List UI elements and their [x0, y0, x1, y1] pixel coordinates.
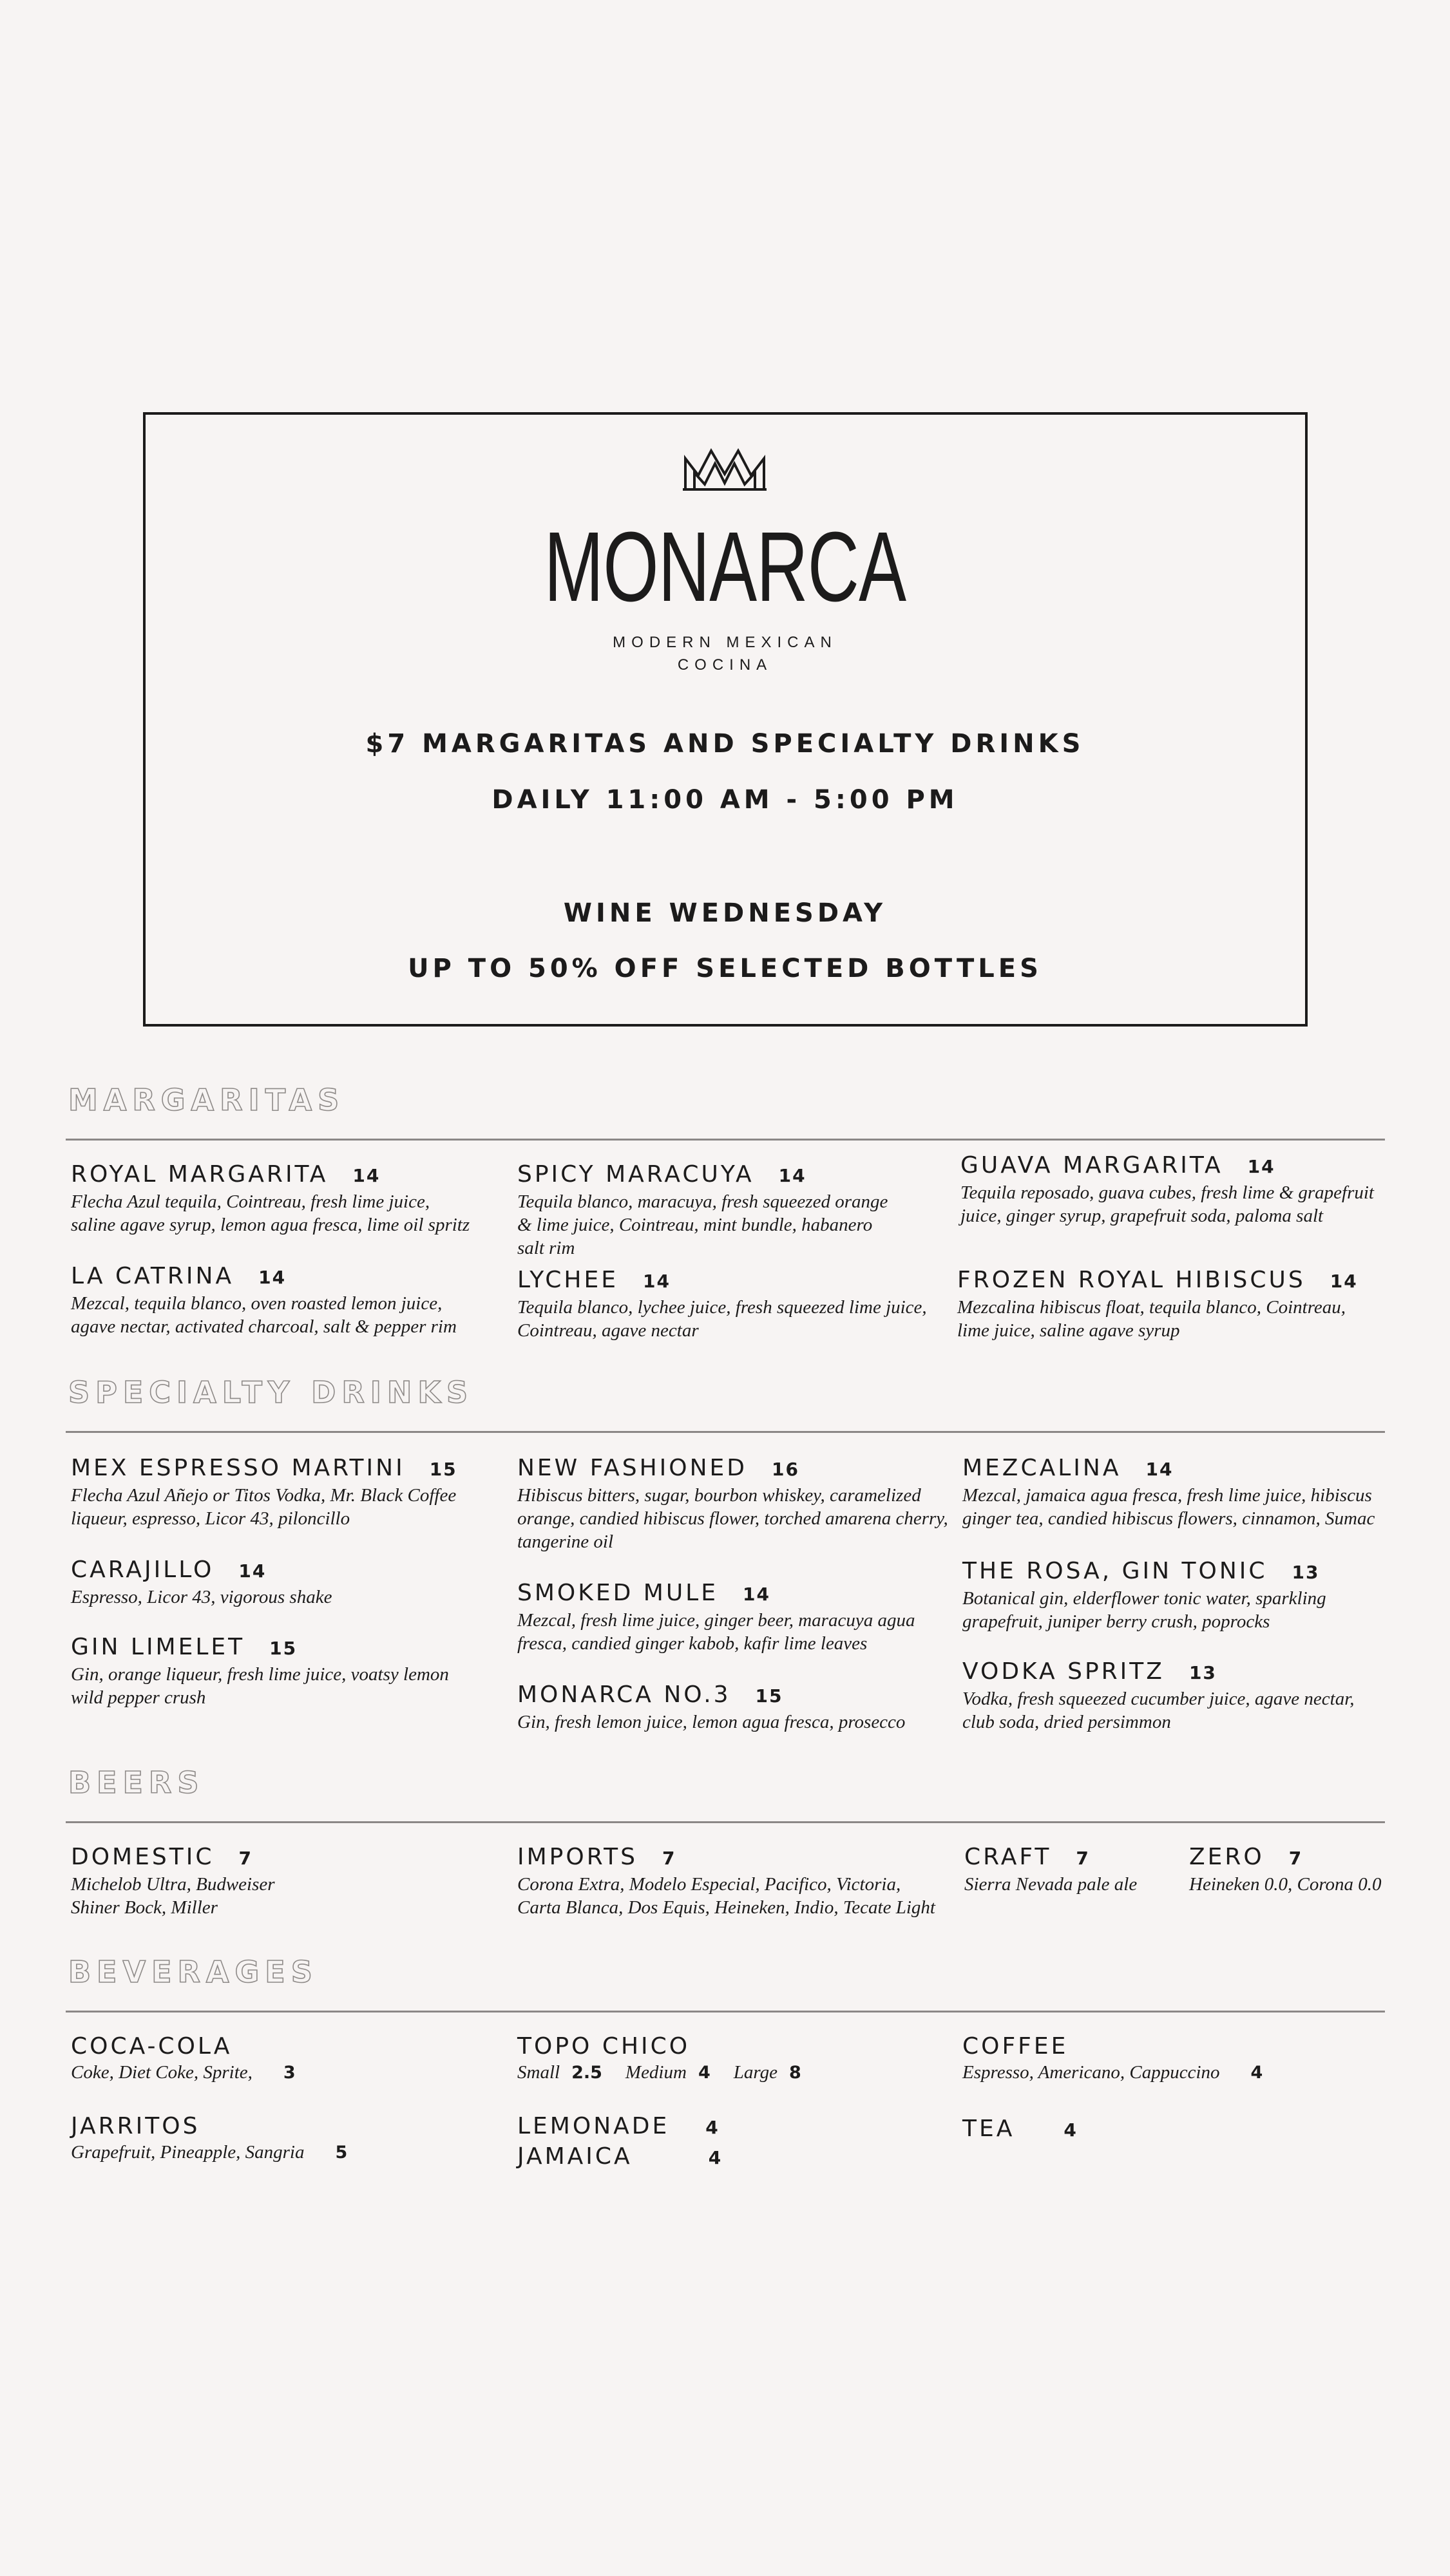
menu-item: [962, 2115, 1400, 2145]
item-description: Tequila blanco, maracuya, fresh squeezed orange: [517, 1191, 888, 1212]
menu-item: [71, 2032, 509, 2085]
item-price: 4: [1250, 2063, 1263, 2083]
menu-item: [1189, 1843, 1382, 1896]
size-price: 4: [698, 2063, 711, 2083]
item-price: 7: [662, 1848, 676, 1869]
item-price: 7: [1076, 1848, 1090, 1869]
item-description: Heineken 0.0, Corona 0.0: [1189, 1874, 1382, 1895]
item-price: 14: [1330, 1271, 1358, 1292]
size-label: Large: [733, 2062, 777, 2083]
item-name: JARRITOS: [71, 2113, 200, 2139]
item-description: Flecha Azul Añejo or Titos Vodka, Mr. Black Coffee: [71, 1485, 457, 1506]
item-price: 14: [778, 1165, 806, 1186]
item-price: 16: [772, 1459, 799, 1480]
item-price: 14: [1247, 1156, 1275, 1177]
item-description: Cointreau, agave nectar: [517, 1320, 699, 1341]
item-name: JAMAICA: [517, 2143, 633, 2170]
item-description: Espresso, Licor 43, vigorous shake: [71, 1587, 332, 1607]
item-description: & lime juice, Cointreau, mint bundle, habanero: [517, 1215, 873, 1235]
item-price: 14: [238, 1560, 267, 1582]
menu-item: [71, 1454, 509, 1530]
item-description: Mezcal, tequila blanco, oven roasted lemon juice,: [71, 1293, 443, 1314]
menu-item: [71, 1843, 509, 1919]
item-price: 7: [1288, 1848, 1303, 1869]
menu-item: [71, 1160, 509, 1236]
item-description: Carta Blanca, Dos Equis, Heineken, Indio, Tecate Light: [517, 1897, 935, 1918]
item-name: GIN LIMELET: [71, 1634, 245, 1660]
item-price: 14: [258, 1267, 287, 1288]
menu-item: [517, 1579, 955, 1655]
size-price: 8: [788, 2063, 801, 2083]
item-description: Grapefruit, Pineapple, Sangria: [71, 2142, 305, 2163]
item-description: Sierra Nevada pale ale: [964, 1874, 1138, 1895]
item-price: 4: [1064, 2119, 1078, 2141]
section-title-beverages: BEVERAGES: [68, 1955, 318, 1989]
item-name: MONARCA NO.3: [517, 1681, 731, 1708]
item-name: CRAFT: [964, 1844, 1052, 1870]
item-description: Hibiscus bitters, sugar, bourbon whiskey, caramelized: [517, 1485, 921, 1506]
item-description: Tequila reposado, guava cubes, fresh lime & grapefruit: [960, 1182, 1374, 1203]
item-name: LA CATRINA: [71, 1263, 234, 1289]
item-description: Botanical gin, elderflower tonic water, sparkling: [962, 1588, 1326, 1609]
menu-item: [517, 1160, 955, 1260]
item-name: MEZCALINA: [962, 1455, 1121, 1481]
item-description: Gin, orange liqueur, fresh lime juice, voatsy lemon: [71, 1664, 449, 1685]
item-name: GUAVA MARGARITA: [960, 1152, 1223, 1179]
item-name: VODKA SPRITZ: [962, 1658, 1165, 1685]
item-description: Flecha Azul tequila, Cointreau, fresh lime juice,: [71, 1191, 430, 1212]
promo-box: [143, 412, 1308, 1027]
item-name: ROYAL MARGARITA: [71, 1161, 329, 1188]
menu-item: [71, 1556, 509, 1609]
item-price: 5: [335, 2143, 348, 2163]
crown-icon: [683, 444, 767, 491]
menu-item: [517, 2032, 955, 2085]
item-name: COFFEE: [962, 2033, 1069, 2060]
item-description: lime juice, saline agave syrup: [957, 1320, 1180, 1341]
tagline-line1: MODERN MEXICAN: [613, 634, 837, 651]
item-price: 4: [705, 2117, 720, 2138]
item-description: ginger tea, candied hibiscus flowers, cinnamon, Sumac: [962, 1508, 1375, 1529]
menu-item: [517, 1681, 955, 1734]
menu-item: [517, 1266, 955, 1342]
item-description: fresca, candied ginger kabob, kafir lime leaves: [517, 1633, 868, 1654]
item-name: SPICY MARACUYA: [517, 1161, 754, 1188]
size-price: 2.5: [571, 2063, 602, 2083]
item-description: Michelob Ultra, Budweiser: [71, 1874, 275, 1895]
menu-item: [964, 1843, 1177, 1896]
item-price: 7: [238, 1848, 253, 1869]
item-name: CARAJILLO: [71, 1557, 215, 1583]
menu-item: [517, 1843, 955, 1919]
item-name: DOMESTIC: [71, 1844, 215, 1870]
item-price: 15: [755, 1685, 783, 1707]
promo-margaritas: $7 MARGARITAS AND SPECIALTY DRINKS: [365, 729, 1085, 759]
item-name: FROZEN ROYAL HIBISCUS: [957, 1267, 1306, 1293]
menu-item: [71, 2112, 509, 2164]
promo-wine-discount: UP TO 50% OFF SELECTED BOTTLES: [408, 954, 1042, 983]
section-title-specialty-drinks: SPECIALTY DRINKS: [68, 1375, 474, 1410]
item-price: 13: [1188, 1662, 1217, 1683]
menu-item: [962, 1557, 1400, 1633]
item-name: COCA-COLA: [71, 2033, 233, 2060]
item-description: Vodka, fresh squeezed cucumber juice, agave nectar,: [962, 1689, 1355, 1709]
item-description: wild pepper crush: [71, 1687, 206, 1708]
item-description: Tequila blanco, lychee juice, fresh squeezed lime juice,: [517, 1297, 927, 1318]
menu-item: [960, 1151, 1398, 1227]
item-price: 15: [429, 1459, 457, 1480]
item-name: TEA: [962, 2116, 1015, 2142]
item-price: 14: [643, 1271, 671, 1292]
promo-wine-wednesday: WINE WEDNESDAY: [563, 898, 887, 928]
divider: [66, 2011, 1385, 2012]
item-name: ZERO: [1189, 1844, 1264, 1870]
menu-item: [962, 1658, 1400, 1734]
item-description: club soda, dried persimmon: [962, 1712, 1171, 1732]
item-description: grapefruit, juniper berry crush, poprocks: [962, 1611, 1270, 1632]
menu-item: [517, 1454, 955, 1553]
section-title-margaritas: MARGARITAS: [68, 1083, 345, 1117]
item-description: saline agave syrup, lemon agua fresca, lime oil spritz: [71, 1215, 470, 1235]
item-name: NEW FASHIONED: [517, 1455, 748, 1481]
item-description: Mezcalina hibiscus float, tequila blanco, Cointreau,: [957, 1297, 1346, 1318]
item-description: Coke, Diet Coke, Sprite,: [71, 2062, 253, 2083]
item-description: agave nectar, activated charcoal, salt & pepper rim: [71, 1316, 457, 1337]
item-name: SMOKED MULE: [517, 1580, 718, 1606]
item-price: 14: [1145, 1459, 1174, 1480]
menu-item: [962, 1454, 1400, 1530]
item-name: LYCHEE: [517, 1267, 618, 1293]
section-title-beers: BEERS: [68, 1765, 205, 1800]
item-description: Espresso, Americano, Cappuccino: [962, 2062, 1220, 2083]
item-description: salt rim: [517, 1238, 575, 1258]
item-price: 3: [283, 2063, 296, 2083]
item-name: IMPORTS: [517, 1844, 638, 1870]
item-description: juice, ginger syrup, grapefruit soda, paloma salt: [960, 1206, 1324, 1226]
item-price: 15: [269, 1638, 298, 1659]
item-name: MEX ESPRESSO MARTINI: [71, 1455, 405, 1481]
promo-hours: DAILY 11:00 AM - 5:00 PM: [491, 785, 959, 815]
menu-item: [71, 1262, 509, 1338]
divider: [66, 1139, 1385, 1141]
item-name: TOPO CHICO: [517, 2033, 691, 2060]
item-name: LEMONADE: [517, 2113, 670, 2139]
size-label: Small: [517, 2062, 560, 2083]
menu-item: [957, 1266, 1395, 1342]
item-description: Gin, fresh lemon juice, lemon agua fresca, prosecco: [517, 1712, 906, 1732]
menu-item: [517, 2143, 955, 2172]
item-price: 13: [1292, 1562, 1320, 1583]
size-label: Medium: [625, 2062, 687, 2083]
brand-name: MONARCA: [544, 511, 906, 622]
item-description: liqueur, espresso, Licor 43, piloncillo: [71, 1508, 350, 1529]
item-description: Shiner Bock, Miller: [71, 1897, 218, 1918]
tagline-line2: COCINA: [677, 656, 773, 674]
item-description: Mezcal, fresh lime juice, ginger beer, maracuya agua: [517, 1610, 915, 1631]
item-price: 4: [708, 2147, 723, 2168]
item-description: Mezcal, jamaica agua fresca, fresh lime juice, hibiscus: [962, 1485, 1372, 1506]
item-description: tangerine oil: [517, 1531, 614, 1552]
menu-item: [71, 1633, 509, 1709]
item-description: orange, candied hibiscus flower, torched amarena cherry,: [517, 1508, 948, 1529]
divider: [66, 1821, 1385, 1823]
divider: [66, 1431, 1385, 1433]
menu-item: [517, 2112, 955, 2142]
item-price: 14: [352, 1165, 381, 1186]
menu-item: [962, 2032, 1400, 2085]
item-price: 14: [742, 1584, 770, 1605]
item-name: THE ROSA, GIN TONIC: [962, 1558, 1268, 1584]
item-description: Corona Extra, Modelo Especial, Pacifico, Victoria,: [517, 1874, 901, 1895]
